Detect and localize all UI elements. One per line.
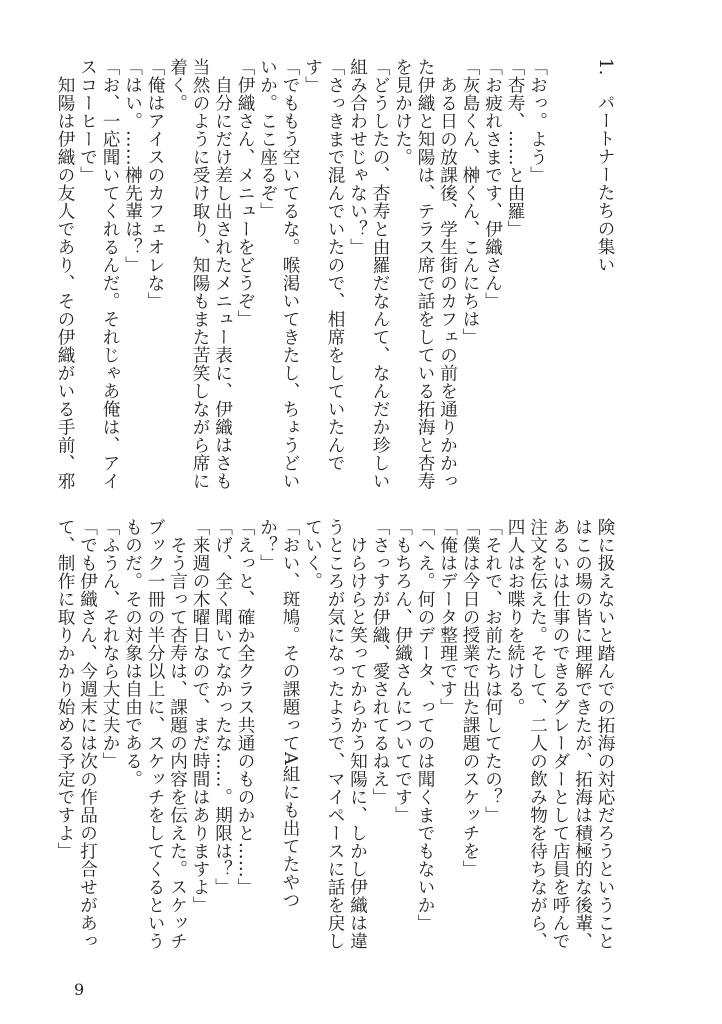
text-line: て、制作に取りかかり始める予定ですよ」 xyxy=(55,518,75,860)
text-line: 「灰島くん、榊くん、こんにちは」 xyxy=(460,58,480,346)
text-line: 「おっ。よう」 xyxy=(527,58,548,184)
text-line: 「えっと、確か全クラス共通のものかと……」 xyxy=(235,518,255,896)
text-line: す」 xyxy=(302,58,323,94)
text-line: 自分にだけ差し出されたメニュー表に、伊織はさも xyxy=(212,58,233,490)
bottom-text-block xyxy=(54,518,617,958)
text-line: 「それで、お前たちは何してたの？」 xyxy=(482,518,503,824)
text-line: 「俺はアイスのカフェオレな」 xyxy=(145,58,165,310)
text-line: うところが気になったようで、マイペースに話を戻し xyxy=(325,518,345,950)
text-line: はこの場の皆に理解できたが、拓海は積極的な後輩、 xyxy=(572,518,593,950)
text-line: 「杏寿、……と由羅」 xyxy=(505,58,525,238)
text-line: か？」 xyxy=(257,518,278,572)
text-line: 「でももう空いてるな。喉渇いてきたし、ちょうどい xyxy=(280,58,300,490)
text-line: 知陽は伊織の友人であり、その伊織がいる手前、邪 xyxy=(55,58,75,490)
text-line: 「さっきまで混んでいたので、相席をしていたんで xyxy=(325,58,345,472)
text-line: 「来週の木曜日なので、まだ時間はありますよ」 xyxy=(190,518,210,914)
text-line: ていく。 xyxy=(302,518,323,590)
text-line: あるいは仕事のできるグレーダーとして店員を呼んで xyxy=(550,518,570,950)
text-line: ブック一冊の半分以上に、スケッチをしてくるという xyxy=(145,518,165,950)
text-line: ものだ。その対象は自由である。 xyxy=(122,518,143,788)
text-line: 険に扱えないと踏んでの拓海の対応だろうということ xyxy=(595,518,615,950)
text-line: 「僕は今日の授業で出た課題のスケッチを」 xyxy=(460,518,480,878)
chapter-heading: 1. パートナーたちの集い xyxy=(595,58,615,274)
text-line: 「お、一応聞いてくれるんだ。それじゃあ俺は、アイ xyxy=(100,58,120,490)
text-line: けらけらと笑ってからかう知陽に、しかし伊織は違 xyxy=(347,518,368,950)
text-line: 「もちろん、伊織さんについてです」 xyxy=(392,518,413,824)
text-line: 「さっすが伊織、愛されてるねえ」 xyxy=(370,518,390,806)
text-line: 「へえ。何のデータ、ってのは聞くまでもないか」 xyxy=(415,518,435,932)
text-line: 「俺はデータ整理です」 xyxy=(437,518,458,716)
text-line: 「どうしたの、杏寿と由羅だなんて、なんだか珍しい xyxy=(370,58,390,490)
text-line: 組み合わせじゃない？」 xyxy=(347,58,368,256)
page-number: 9 xyxy=(74,980,85,999)
text-line: 「げ、全く聞いてなかったな……。期限は？」 xyxy=(212,518,233,896)
text-line: 注文を伝えた。そして、二人の飲み物を待ちながら、 xyxy=(527,518,548,950)
text-line: た伊織と知陽は、テラス席で話をしている拓海と杏寿 xyxy=(415,58,435,490)
text-line: 「ふうん、それなら大丈夫か」 xyxy=(100,518,120,770)
text-line: そう言って杏寿は、課題の内容を伝えた。スケッチ xyxy=(167,518,188,950)
text-line: いか。ここ座るぞ」 xyxy=(257,58,278,220)
text-line: 「伊織さん、メニューをどうぞ」 xyxy=(235,58,255,328)
text-line: 「お疲れさまです、伊織さん」 xyxy=(482,58,503,310)
top-text-block xyxy=(54,58,617,498)
text-line: 「はい。……榊先輩は？」 xyxy=(122,58,143,274)
text-line: 着く。 xyxy=(167,58,188,112)
text-line: 「でも伊織さん、今週末には次の作品の打合せがあっ xyxy=(77,518,98,950)
text-line: 四人はお喋りを続ける。 xyxy=(505,518,525,716)
text-line: スコーヒーで」 xyxy=(77,58,98,184)
text-line: 当然のように受け取り、知陽もまた苦笑しながら席に xyxy=(190,58,210,490)
text-line: 「おい、斑鳩。その課題ってA組にも出てたやつ xyxy=(280,518,300,910)
text-line: を見かけた。 xyxy=(392,58,413,166)
text-line: ある日の放課後、学生街のカフェの前を通りかかっ xyxy=(437,58,458,490)
